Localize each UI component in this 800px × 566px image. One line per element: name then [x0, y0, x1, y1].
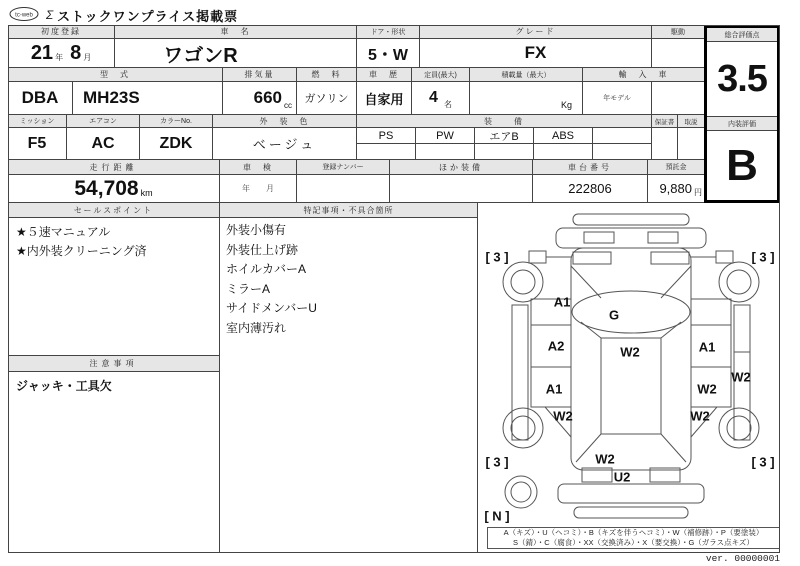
damage-label: W2 — [620, 344, 640, 360]
door-shape-header: ドア・形状 — [357, 25, 420, 39]
car-name-header: 車 名 — [115, 25, 357, 39]
reg-number-header: 登録ナンバー — [297, 160, 390, 175]
sales-point-item: ★内外装クリーニング済 — [16, 244, 147, 258]
overall-score-value: 3.5 — [717, 57, 767, 100]
damage-label: W2 — [595, 451, 615, 467]
capacity-unit: 名 — [443, 100, 452, 109]
capacity-value — [412, 82, 470, 115]
tire-grade-label: [ 3 ] — [485, 249, 509, 265]
drive-value — [652, 39, 705, 68]
mileage-header: 走行距離 — [8, 160, 220, 175]
mileage-value — [8, 175, 220, 203]
damage-legend-line: A（キズ）・U（ヘコミ）・B（キズを伴うヘコミ）・W（補修跡）・P（要塗装） — [503, 528, 764, 537]
fuel-value: ガソリン — [297, 82, 357, 115]
warranty-value — [652, 128, 678, 160]
damage-label: A1 — [698, 339, 716, 355]
spare-tire-label: [ N ] — [484, 508, 510, 524]
load-header: 積載量（最大） — [470, 68, 583, 82]
equipment-cell-empty-6 — [593, 144, 652, 160]
color-no-header: カラーNo. — [140, 115, 213, 128]
note-item: ミラーA — [226, 281, 271, 296]
overall-score-header: 総合評価点 — [707, 28, 777, 42]
first-reg-month: 8 — [70, 41, 82, 64]
grade-value: FX — [420, 39, 652, 68]
manual-header: 取説 — [678, 115, 705, 128]
equipment-cell-pw: PW — [416, 128, 475, 144]
interior-score-header: 内装評価 — [707, 116, 777, 131]
first-registration-value — [8, 39, 115, 68]
svg-text:Σ: Σ — [46, 8, 54, 22]
mission-value: F5 — [8, 128, 67, 160]
first-reg-year-suffix: 年 — [55, 53, 64, 62]
history-header: 車 歴 — [357, 68, 412, 82]
capacity-header: 定員(最大) — [412, 68, 470, 82]
damage-label: A1 — [545, 381, 563, 397]
mileage-unit: km — [140, 188, 153, 198]
car-name-value: ワゴンR — [115, 39, 357, 68]
deposit-unit: 円 — [694, 188, 702, 197]
damage-label: W2 — [731, 369, 751, 385]
evaluation-box — [704, 25, 780, 203]
page-title: ストックワンプライス掲載票 — [57, 9, 239, 24]
tcweb-logo-icon — [8, 4, 56, 22]
damage-legend-line: S（錆）・C（腐食）・XX（交換済み）・X（要交換）・G（ガラス点キズ） — [513, 538, 754, 547]
damage-label: U2 — [613, 469, 631, 485]
notes-list — [226, 221, 317, 338]
version-text: ver. 00000001 — [705, 553, 780, 564]
interior-score-value: B — [726, 140, 758, 190]
displacement-header: 排気量 — [223, 68, 297, 82]
note-item: サイドメンバーU — [226, 301, 317, 315]
note-item: 外装小傷有 — [226, 223, 287, 237]
tire-grade-label: [ 3 ] — [751, 249, 775, 265]
model-code-value: MH23S — [73, 82, 223, 115]
mission-header: ミッション — [8, 115, 67, 128]
sales-points-header: セールスポイント — [8, 203, 220, 218]
equipment-cell-empty-4 — [475, 144, 534, 160]
damage-legend — [487, 527, 780, 549]
note-item: ホイルカバーA — [226, 262, 307, 276]
import-year-model-cell: 年モデル — [583, 82, 652, 115]
other-equipment-header: ほか装備 — [390, 160, 533, 175]
damage-label: W2 — [553, 408, 573, 424]
load-value: Kg — [470, 82, 583, 115]
tire-grade-label: [ 3 ] — [751, 454, 775, 470]
equipment-cell-ps: PS — [357, 128, 416, 144]
damage-label: G — [608, 307, 620, 323]
damage-label: W2 — [690, 408, 710, 424]
damage-label: A1 — [553, 294, 571, 310]
equipment-cell-empty-5 — [534, 144, 593, 160]
grade-header: グレード — [420, 25, 652, 39]
displacement-unit: cc — [284, 101, 292, 110]
caution-item: ジャッキ・工具欠 — [16, 379, 112, 393]
other-equipment-value — [390, 175, 533, 203]
inspection-header: 車 検 — [220, 160, 297, 175]
capacity-number: 4 — [429, 89, 438, 106]
import-car-value — [652, 82, 705, 115]
equipment-cell-airbag: エアB — [475, 128, 534, 144]
exterior-color-value: ベージュ — [213, 128, 357, 160]
displacement-value — [223, 82, 297, 115]
notes-header: 特記事項・不具合箇所 — [220, 203, 478, 218]
deposit-number: 9,880 — [659, 181, 692, 196]
first-reg-year: 21 — [30, 41, 54, 64]
svg-text:tc-web: tc-web — [15, 12, 33, 19]
equipment-cell-empty-2 — [357, 144, 416, 160]
cautions-panel — [8, 372, 220, 553]
inspection-value: 年 月 — [220, 175, 297, 203]
chassis-number-header: 車台番号 — [533, 160, 648, 175]
door-shape-value: 5・W — [357, 39, 420, 68]
drive-header: 駆動 — [652, 25, 705, 39]
warranty-header: 保証書 — [652, 115, 678, 128]
cautions-header: 注意事項 — [8, 355, 220, 372]
reg-number-value — [297, 175, 390, 203]
note-item: 外装仕上げ跡 — [226, 242, 299, 257]
aircon-header: エアコン — [67, 115, 140, 128]
displacement-number: 660 — [253, 88, 282, 107]
exterior-color-header: 外 装 色 — [213, 115, 357, 128]
model-prefix-value: DBA — [8, 82, 73, 115]
deposit-header: 預託金 — [648, 160, 705, 175]
mileage-number: 54,708 — [74, 176, 139, 200]
damage-label: W2 — [697, 381, 717, 397]
manual-value — [678, 128, 705, 160]
import-car-header: 輸 入 車 — [583, 68, 705, 82]
sales-points-list — [16, 223, 147, 261]
equipment-header: 装 備 — [357, 115, 652, 128]
equipment-cell-empty-3 — [416, 144, 475, 160]
cautions-list — [16, 377, 112, 396]
aircon-value: AC — [67, 128, 140, 160]
tire-grade-label: [ 3 ] — [485, 454, 509, 470]
deposit-value — [648, 175, 705, 203]
damage-label: A2 — [547, 338, 565, 354]
note-item: 室内薄汚れ — [226, 320, 287, 335]
equipment-cell-empty-1 — [593, 128, 652, 144]
history-value: 自家用 — [357, 82, 412, 115]
equipment-cell-abs: ABS — [534, 128, 593, 144]
first-reg-month-suffix: 月 — [83, 53, 92, 62]
color-no-value: ZDK — [140, 128, 213, 160]
fuel-header: 燃 料 — [297, 68, 357, 82]
model-code-header: 型 式 — [8, 68, 223, 82]
first-registration-header: 初度登録 — [8, 25, 115, 39]
chassis-number-value: 222806 — [533, 175, 648, 203]
sales-point-item: ★５速マニュアル — [16, 225, 111, 239]
